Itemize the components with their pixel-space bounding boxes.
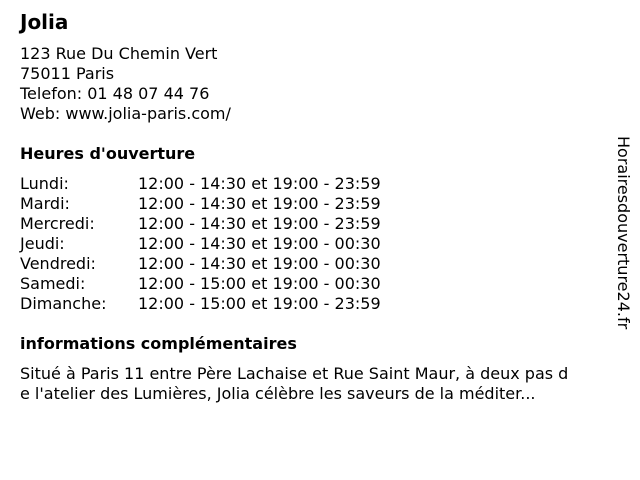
- additional-info-heading: informations complémentaires: [20, 334, 297, 353]
- time-range: 12:00 - 15:00 et 19:00 - 00:30: [138, 274, 381, 293]
- day-label: Dimanche:: [20, 294, 107, 313]
- address-block: [20, 44, 231, 124]
- time-range: 12:00 - 14:30 et 19:00 - 23:59: [138, 214, 381, 233]
- day-label: Lundi:: [20, 174, 69, 193]
- day-label: Jeudi:: [20, 234, 65, 253]
- postal-city: 75011 Paris: [20, 64, 115, 83]
- phone-number: Telefon: 01 48 07 44 76: [20, 84, 210, 103]
- street-address: 123 Rue Du Chemin Vert: [20, 44, 218, 63]
- site-watermark: Horairesdouverture24.fr: [614, 136, 633, 330]
- description-line: e l'atelier des Lumières, Jolia célèbre les saveurs de la méditer...: [20, 384, 536, 403]
- business-name: Jolia: [20, 10, 69, 34]
- opening-hours-heading: Heures d'ouverture: [20, 144, 196, 163]
- day-label: Mercredi:: [20, 214, 95, 233]
- time-range: 12:00 - 14:30 et 19:00 - 23:59: [138, 174, 381, 193]
- day-label: Mardi:: [20, 194, 70, 213]
- description-text: [20, 364, 620, 404]
- time-range: 12:00 - 14:30 et 19:00 - 23:59: [138, 194, 381, 213]
- website: Web: www.jolia-paris.com/: [20, 104, 231, 123]
- time-range: 12:00 - 15:00 et 19:00 - 23:59: [138, 294, 381, 313]
- day-label: Vendredi:: [20, 254, 96, 273]
- time-range: 12:00 - 14:30 et 19:00 - 00:30: [138, 234, 381, 253]
- time-range: 12:00 - 14:30 et 19:00 - 00:30: [138, 254, 381, 273]
- day-label: Samedi:: [20, 274, 86, 293]
- description-line: Situé à Paris 11 entre Père Lachaise et Rue Saint Maur, à deux pas d: [20, 364, 569, 383]
